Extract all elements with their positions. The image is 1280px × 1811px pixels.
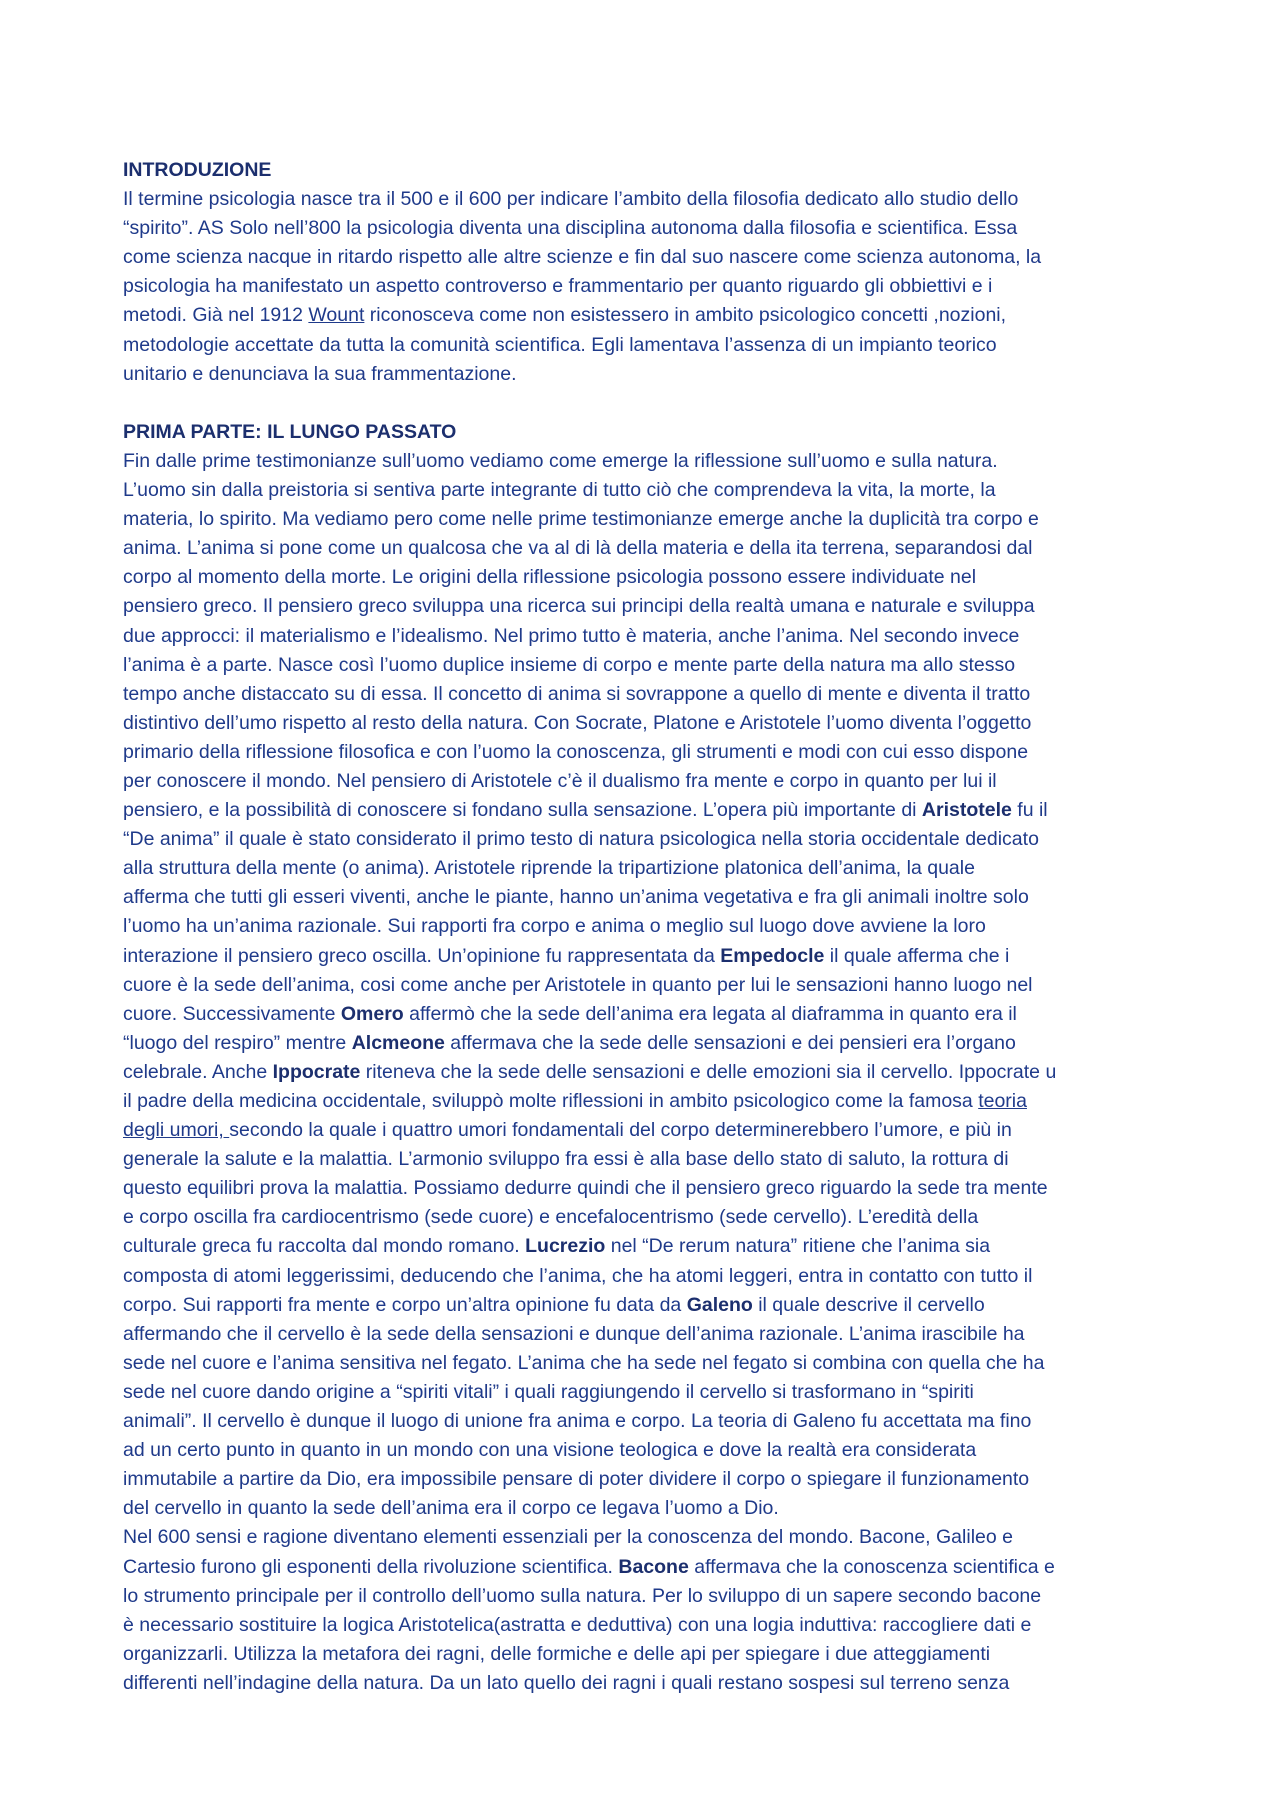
bold-name-lucrezio: Lucrezio	[525, 1235, 606, 1258]
text-segment: affermava che la sede delle sensazioni e dei pensieri era l’organo	[444, 1031, 1016, 1054]
body-line: ad un certo punto in quanto in un mondo con una visione teologica e dove la realtà era considerata	[123, 1439, 977, 1462]
intro-line	[123, 301, 1175, 330]
bold-name-galeno: Galeno	[686, 1293, 753, 1316]
bold-name-aristotele: Aristotele	[921, 799, 1012, 822]
text-segment: il quale descrive il cervello	[752, 1293, 985, 1316]
bold-name-alcmeone: Alcmeone	[351, 1031, 445, 1054]
body-line	[123, 1291, 1175, 1320]
body-line: primario della riflessione filosofica e con l’uomo la conoscenza, gli strumenti e modi con cui esso dispone	[123, 740, 1029, 763]
intro-heading: INTRODUZIONE	[123, 159, 272, 181]
body-line	[123, 1553, 1175, 1582]
body-line: per conoscere il mondo. Nel pensiero di Aristotele c’è il dualismo fra mente e corpo in quanto per lui il	[123, 769, 997, 792]
body-line: L’uomo sin dalla preistoria si sentiva parte integrante di tutto ciò che comprendeva la vita, la morte, la	[123, 479, 996, 502]
body-line: pensiero greco. Il pensiero greco sviluppa una ricerca sui principi della realtà umana e naturale e sviluppa	[123, 595, 1035, 618]
body-line	[123, 1116, 1175, 1145]
intro-line: Il termine psicologia nasce tra il 500 e il 600 per indicare l’ambito della filosofia dedicato allo studio dello	[123, 188, 1019, 211]
teoria-umori-link[interactable]: teoria	[978, 1090, 1027, 1112]
body-line	[123, 1000, 1175, 1029]
intro-line: psicologia ha manifestato un aspetto controverso e frammentario per quanto riguardo gli obbiettivi e i	[123, 275, 993, 298]
text-segment: “luogo del respiro” mentre	[123, 1031, 352, 1054]
body-line: organizzarli. Utilizza la metafora dei ragni, delle formiche e delle api per spiegare i due atteggiamenti	[123, 1642, 991, 1665]
text-segment: riconosceva come non esistessero in ambito psicologico concetti ,nozioni,	[364, 304, 1007, 327]
body-line	[123, 1232, 1175, 1261]
part1-heading: PRIMA PARTE: IL LUNGO PASSATO	[123, 420, 457, 443]
text-segment: il padre della medicina occidentale, sviluppò molte riflessioni in ambito psicologico come la famosa	[123, 1090, 979, 1112]
body-line: l’anima è a parte. Nasce così l’uomo duplice insieme di corpo e mente parte della natura ma allo stesso	[123, 653, 1016, 676]
body-line: differenti nell’indagine della natura. Da un lato quello dei ragni i quali restano sospesi sul terreno senza	[123, 1671, 1010, 1694]
bold-name-empedocle: Empedocle	[720, 944, 825, 967]
body-line: tempo anche distaccato su di essa. Il concetto di anima si sovrappone a quello di mente e diventa il tratto	[123, 682, 1031, 705]
bold-name-omero: Omero	[340, 1002, 404, 1025]
body-line: “De anima” il quale è stato considerato il primo testo di natura psicologica nella storia occidentale dedicato	[123, 828, 1039, 851]
teoria-umori-link-cont[interactable]: degli umori,	[123, 1119, 230, 1142]
body-line: affermando che il cervello è la sede della sensazioni e dunque dell’anima razionale. L’anima irascibile ha	[123, 1322, 1025, 1345]
text-segment: pensiero, e la possibilità di conoscere si fondano sulla sensazione. L’opera più importante di	[123, 799, 922, 822]
body-line: composta di atomi leggerissimi, deducendo che l’anima, che ha atomi leggeri, entra in contatto con tutto il	[123, 1264, 1033, 1287]
body-line: distintivo dell’umo rispetto al resto della natura. Con Socrate, Platone e Aristotele l’uomo diventa l’oggetto	[123, 711, 1032, 734]
body-line	[123, 942, 1175, 971]
body-line	[123, 796, 1175, 825]
text-segment: metodi. Già nel 1912	[123, 304, 309, 327]
bold-name-bacone: Bacone	[618, 1555, 689, 1578]
text-segment: cuore. Successivamente	[123, 1002, 341, 1025]
text-segment: affermò che la sede dell’anima era legata al diaframma in quanto era il	[403, 1002, 1017, 1025]
body-line: questo equilibri prova la malattia. Possiamo dedurre quindi che il pensiero greco riguardo la sede tra mente	[123, 1177, 1048, 1200]
body-line: Nel 600 sensi e ragione diventano elementi essenziali per la conoscenza del mondo. Bacone, Galileo e	[123, 1526, 1013, 1549]
text-segment: interazione il pensiero greco oscilla. Un’opinione fu rappresentata da	[123, 944, 721, 967]
body-line: l’uomo ha un’anima razionale. Sui rapporti fra corpo e anima o meglio sul luogo dove avviene la loro	[123, 915, 986, 938]
body-line: sede nel cuore e l’anima sensitiva nel fegato. L’anima che ha sede nel fegato si combina con quella che ha	[123, 1351, 1045, 1374]
body-line: anima. L’anima si pone come un qualcosa che va al di là della materia e della ita terrena, separandosi dal	[123, 537, 1033, 560]
text-segment: il quale afferma che i	[824, 944, 1010, 967]
intro-line: metodologie accettate da tutta la comunità scientifica. Egli lamentava l’assenza di un impianto teorico	[123, 333, 997, 356]
text-segment: riteneva che la sede delle sensazioni e delle emozioni sia il cervello. Ippocrate u	[360, 1060, 1057, 1083]
text-segment: fu il	[1011, 799, 1048, 822]
wount-link[interactable]: Wount	[308, 304, 365, 327]
body-line: e corpo oscilla fra cardiocentrismo (sede cuore) e encefalocentrismo (sede cervello). L’eredità della	[123, 1206, 979, 1229]
body-line: corpo al momento della morte. Le origini della riflessione psicologia possono essere individuate nel	[123, 566, 977, 589]
body-line	[123, 1029, 1175, 1058]
intro-line: “spirito”. AS Solo nell’800 la psicologia diventa una disciplina autonoma dalla filosofia e scientifica. Essa	[123, 217, 1018, 240]
body-line: cuore è la sede dell’anima, cosi come anche per Aristotele in quanto per lui le sensazioni hanno luogo nel	[123, 973, 1033, 996]
body-line: alla struttura della mente (o anima). Aristotele riprende la tripartizione platonica dell’anima, la quale	[123, 857, 975, 880]
body-line: afferma che tutti gli esseri viventi, anche le piante, hanno un’anima vegetativa e fra gli animali inoltre solo	[123, 886, 1029, 909]
text-segment: affermava che la conoscenza scientifica e	[688, 1555, 1055, 1578]
body-line: materia, lo spirito. Ma vediamo pero come nelle prime testimonianze emerge anche la duplicità tra corpo e	[123, 508, 1039, 531]
body-line: sede nel cuore dando origine a “spiriti vitali” i quali raggiungendo il cervello si trasformano in “spiriti	[123, 1380, 974, 1403]
text-segment: celebrale. Anche	[123, 1060, 273, 1083]
paragraph-gap	[123, 389, 1175, 418]
body-line: del cervello in quanto la sede dell’anima era il corpo ce legava l’uomo a Dio.	[123, 1497, 779, 1520]
body-line: lo strumento principale per il controllo dell’uomo sulla natura. Per lo sviluppo di un sapere secondo bacone	[123, 1584, 1042, 1607]
body-line	[123, 1058, 1175, 1087]
intro-line: come scienza nacque in ritardo rispetto alle altre scienze e fin dal suo nascere come scienza autonoma, la	[123, 246, 1042, 269]
document-page	[123, 156, 1175, 1698]
bold-name-ippocrate: Ippocrate	[272, 1060, 361, 1083]
text-segment: nel “De rerum natura” ritiene che l’anima sia	[605, 1235, 991, 1258]
body-line: Fin dalle prime testimonianze sull’uomo vediamo come emerge la riflessione sull’uomo e sulla natura.	[123, 449, 998, 472]
body-line	[123, 1087, 1175, 1116]
text-segment: corpo. Sui rapporti fra mente e corpo un’altra opinione fu data da	[123, 1293, 687, 1316]
body-line: generale la salute e la malattia. L’armonio sviluppo fra essi è alla base dello stato di saluto, la rottura di	[123, 1148, 1009, 1171]
text-segment: secondo la quale i quattro umori fondamentali del corpo determinerebbero l’umore, e più in	[229, 1119, 1012, 1142]
text-segment: Cartesio furono gli esponenti della rivoluzione scientifica.	[123, 1555, 619, 1578]
body-line: è necessario sostituire la logica Aristotelica(astratta e deduttiva) con una logia induttiva: raccogliere dati e	[123, 1613, 1032, 1636]
intro-line: unitario e denunciava la sua frammentazione.	[123, 362, 517, 385]
body-line: animali”. Il cervello è dunque il luogo di unione fra anima e corpo. La teoria di Galeno fu accettata ma fino	[123, 1410, 1032, 1433]
body-line: immutabile a partire da Dio, era impossibile pensare di poter dividere il corpo o spiegare il funzionamento	[123, 1468, 1030, 1491]
body-line: due approcci: il materialismo e l’idealismo. Nel primo tutto è materia, anche l’anima. Nel secondo invece	[123, 624, 1020, 647]
text-segment: culturale greca fu raccolta dal mondo romano.	[123, 1235, 526, 1258]
